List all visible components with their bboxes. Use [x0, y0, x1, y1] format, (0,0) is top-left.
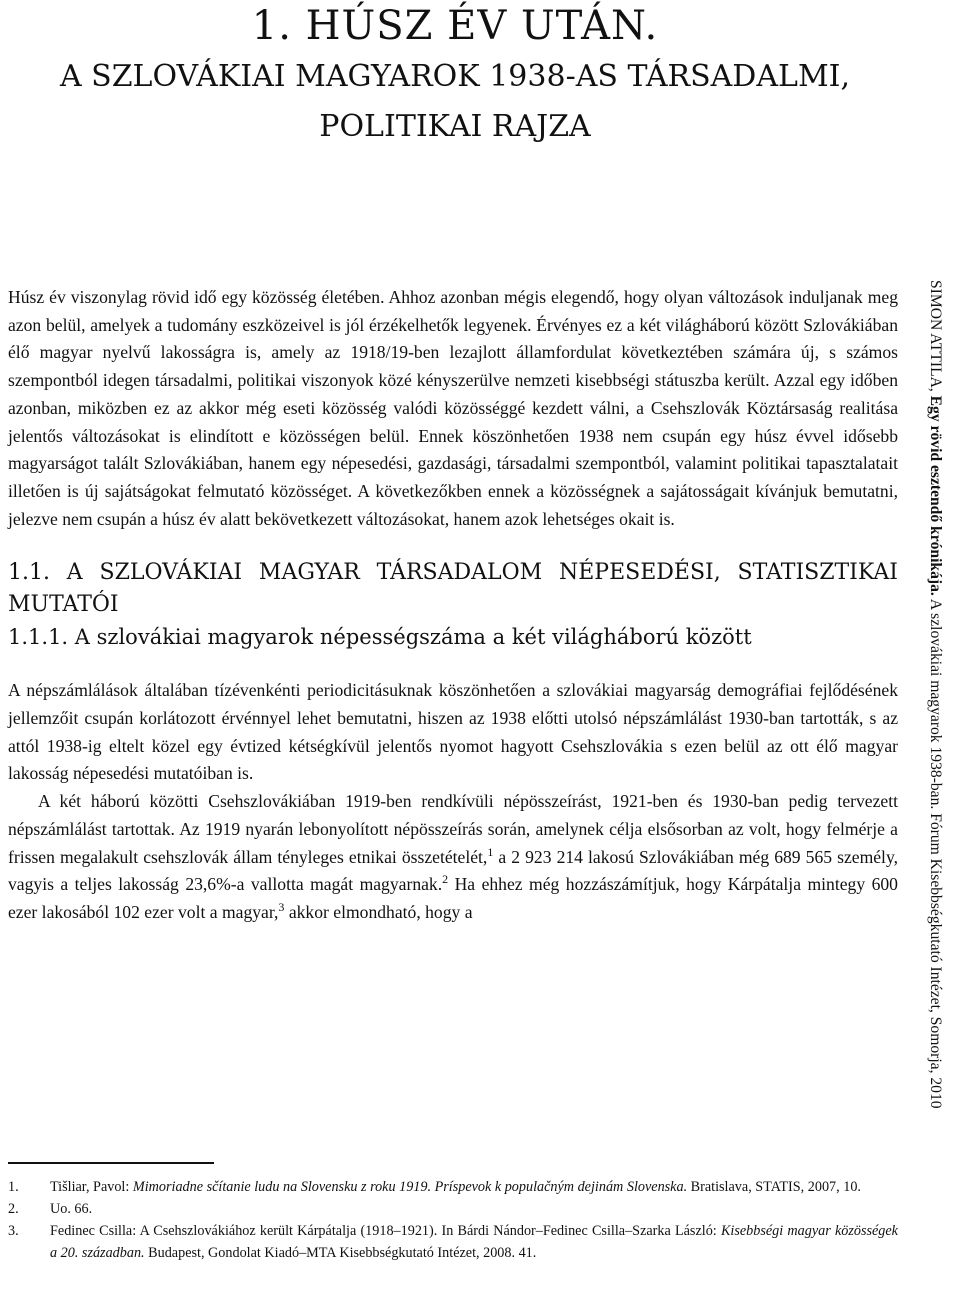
- footnote-title: Kisebbségi magyar közösségek a 20. században.: [50, 1223, 898, 1261]
- side-citation-source: A szlovákiai magyarok 1938-ban. Fórum Kisebbségkutató Intézet, Somorja, 2010: [927, 595, 944, 1109]
- footnote-author: Tišliar, Pavol:: [50, 1179, 133, 1195]
- footnote-text: [50, 1198, 898, 1220]
- footnote-text: [50, 1220, 898, 1264]
- footnote-publication: Budapest, Gondolat Kiadó–MTA Kisebbségkutató Intézet, 2008. 41.: [144, 1245, 537, 1261]
- paragraph-text: Ha ehhez még hozzászámítjuk, hogy Kárpátalja mintegy 600 ezer lakosából 102 ezer volt a magyar,: [8, 874, 898, 922]
- footnote-ref-2[interactable]: 2: [442, 872, 449, 887]
- chapter-title-line-3: POLITIKAI RAJZA: [319, 109, 591, 144]
- intro-paragraph: Húsz év viszonylag rövid idő egy közösség életében. Ahhoz azonban mégis elegendő, hogy olyan változások induljanak meg azon belül, amelyek a tudomány eszközeivel is jól érzékelhetők legyenek. Érvényes ez a két világháború között Szlovákiában élő magyar nyelvű lakosságra is, amely az 1918/19-ben lezajlott államfordulat következtében számára új, s számos szempontból idegen társadalmi, politikai viszonyok közé kényszerülve nemzeti kisebbségi státuszba került. Azzal egy időben azonban, miközben ez az akkor még eseti közösség valódi közösséggé kezdett válni, a Csehszlovák Köztársaság realitása jelentős változásokat is elindított e közösségen belül. Ennek köszönhetően 1938 nem csupán egy húsz évvel idősebb magyarságot talált Szlovákiában, hanem egy népesedési, gazdasági, társadalmi szempontból, valamint politikai tapasztalatait illetően is új sajátságokat felmutató közösséget. A következőkben ennek a közösségnek a sajátosságait kívánjuk bemutatni, jelezve nem csupán a húsz év alatt bekövetkezett változásokat, hanem azok lehetséges okait is.: [8, 287, 898, 529]
- footnote-number: 3.: [8, 1223, 19, 1239]
- side-citation-text: [926, 280, 944, 1109]
- side-citation-author: SIMON ATTILA,: [927, 280, 944, 396]
- footnote-2: [8, 1198, 898, 1220]
- subsection-heading: 1.1.1. A szlovákiai magyarok népességszáma a két világháború között: [8, 625, 752, 650]
- footnote-ref-1[interactable]: 1: [487, 844, 494, 859]
- chapter-title-line-2: A SZLOVÁKIAI MAGYAROK 1938-AS TÁRSADALMI,: [59, 59, 851, 94]
- paragraph-text: A két háború közötti Csehszlovákiában 1919-ben rendkívüli népösszeírást, 1921-ben és 1930-ban pedig tervezett népszámlálást tartottak. Az 1919 nyarán lebonyolított népösszeírás során, amelynek célja elsősorban az volt, hogy felmérje a frissen megalakult csehszlovák állam tényleges etnikai összetételét,: [8, 791, 898, 867]
- main-text: [8, 284, 898, 927]
- paragraph-text: akkor elmondható, hogy a: [284, 901, 473, 922]
- footnote-text: [50, 1176, 898, 1198]
- footnote-divider: [8, 1162, 214, 1164]
- paragraph-population: [8, 788, 898, 927]
- footnote-publication: Bratislava, STATIS, 2007, 10.: [687, 1179, 861, 1195]
- footnote-author: Uo. 66.: [50, 1201, 93, 1217]
- footnote-number: 1.: [8, 1179, 19, 1195]
- footnote-number: 2.: [8, 1201, 19, 1217]
- chapter-title-line-1: 1. HÚSZ ÉV UTÁN.: [251, 3, 659, 49]
- side-citation-title: Egy rövid esztendő krónikája.: [927, 395, 944, 596]
- paragraph-text: a 2 923 214 lakosú Szlovákiában még 689 565 személy, vagyis a teljes lakosság 23,6%-a vallotta magát magyarnak.: [8, 846, 898, 895]
- paragraph-census: A népszámlálások általában tízévenkénti periodicitásuknak köszönhetően a szlovákiai magyarság demográfiai fejlődésének jellemzőit csupán korlátozott érvénnyel lehet bemutatni, hiszen az 1938 előtti utolsó népszámlálást 1930-ban tartották, s az attól 1938-ig eltelt közel egy évtized kétségkívül jelentős nyomot hagyott Csehszlovákia s ezen belül az ott élő magyar lakosság népesedési mutatóiban is.: [8, 680, 898, 784]
- footnote-1: [8, 1176, 898, 1198]
- footnote-ref-3[interactable]: 3: [278, 900, 285, 915]
- footnote-title: Mimoriadne sčítanie ludu na Slovensku z roku 1919. Príspevok k populačným dejinám Slovenska.: [132, 1179, 688, 1195]
- footnote-3: [8, 1220, 898, 1264]
- footnote-author: Fedinec Csilla: A Csehszlovákiához került Kárpátalja (1918–1921). In Bárdi Nándor–Fedinec Csilla–Szarka László:: [50, 1223, 721, 1239]
- section-heading: 1.1. A SZLOVÁKIAI MAGYAR TÁRSADALOM NÉPESEDÉSI, STATISZTIKAI MUTATÓI: [8, 560, 898, 618]
- footnotes: [8, 1176, 898, 1264]
